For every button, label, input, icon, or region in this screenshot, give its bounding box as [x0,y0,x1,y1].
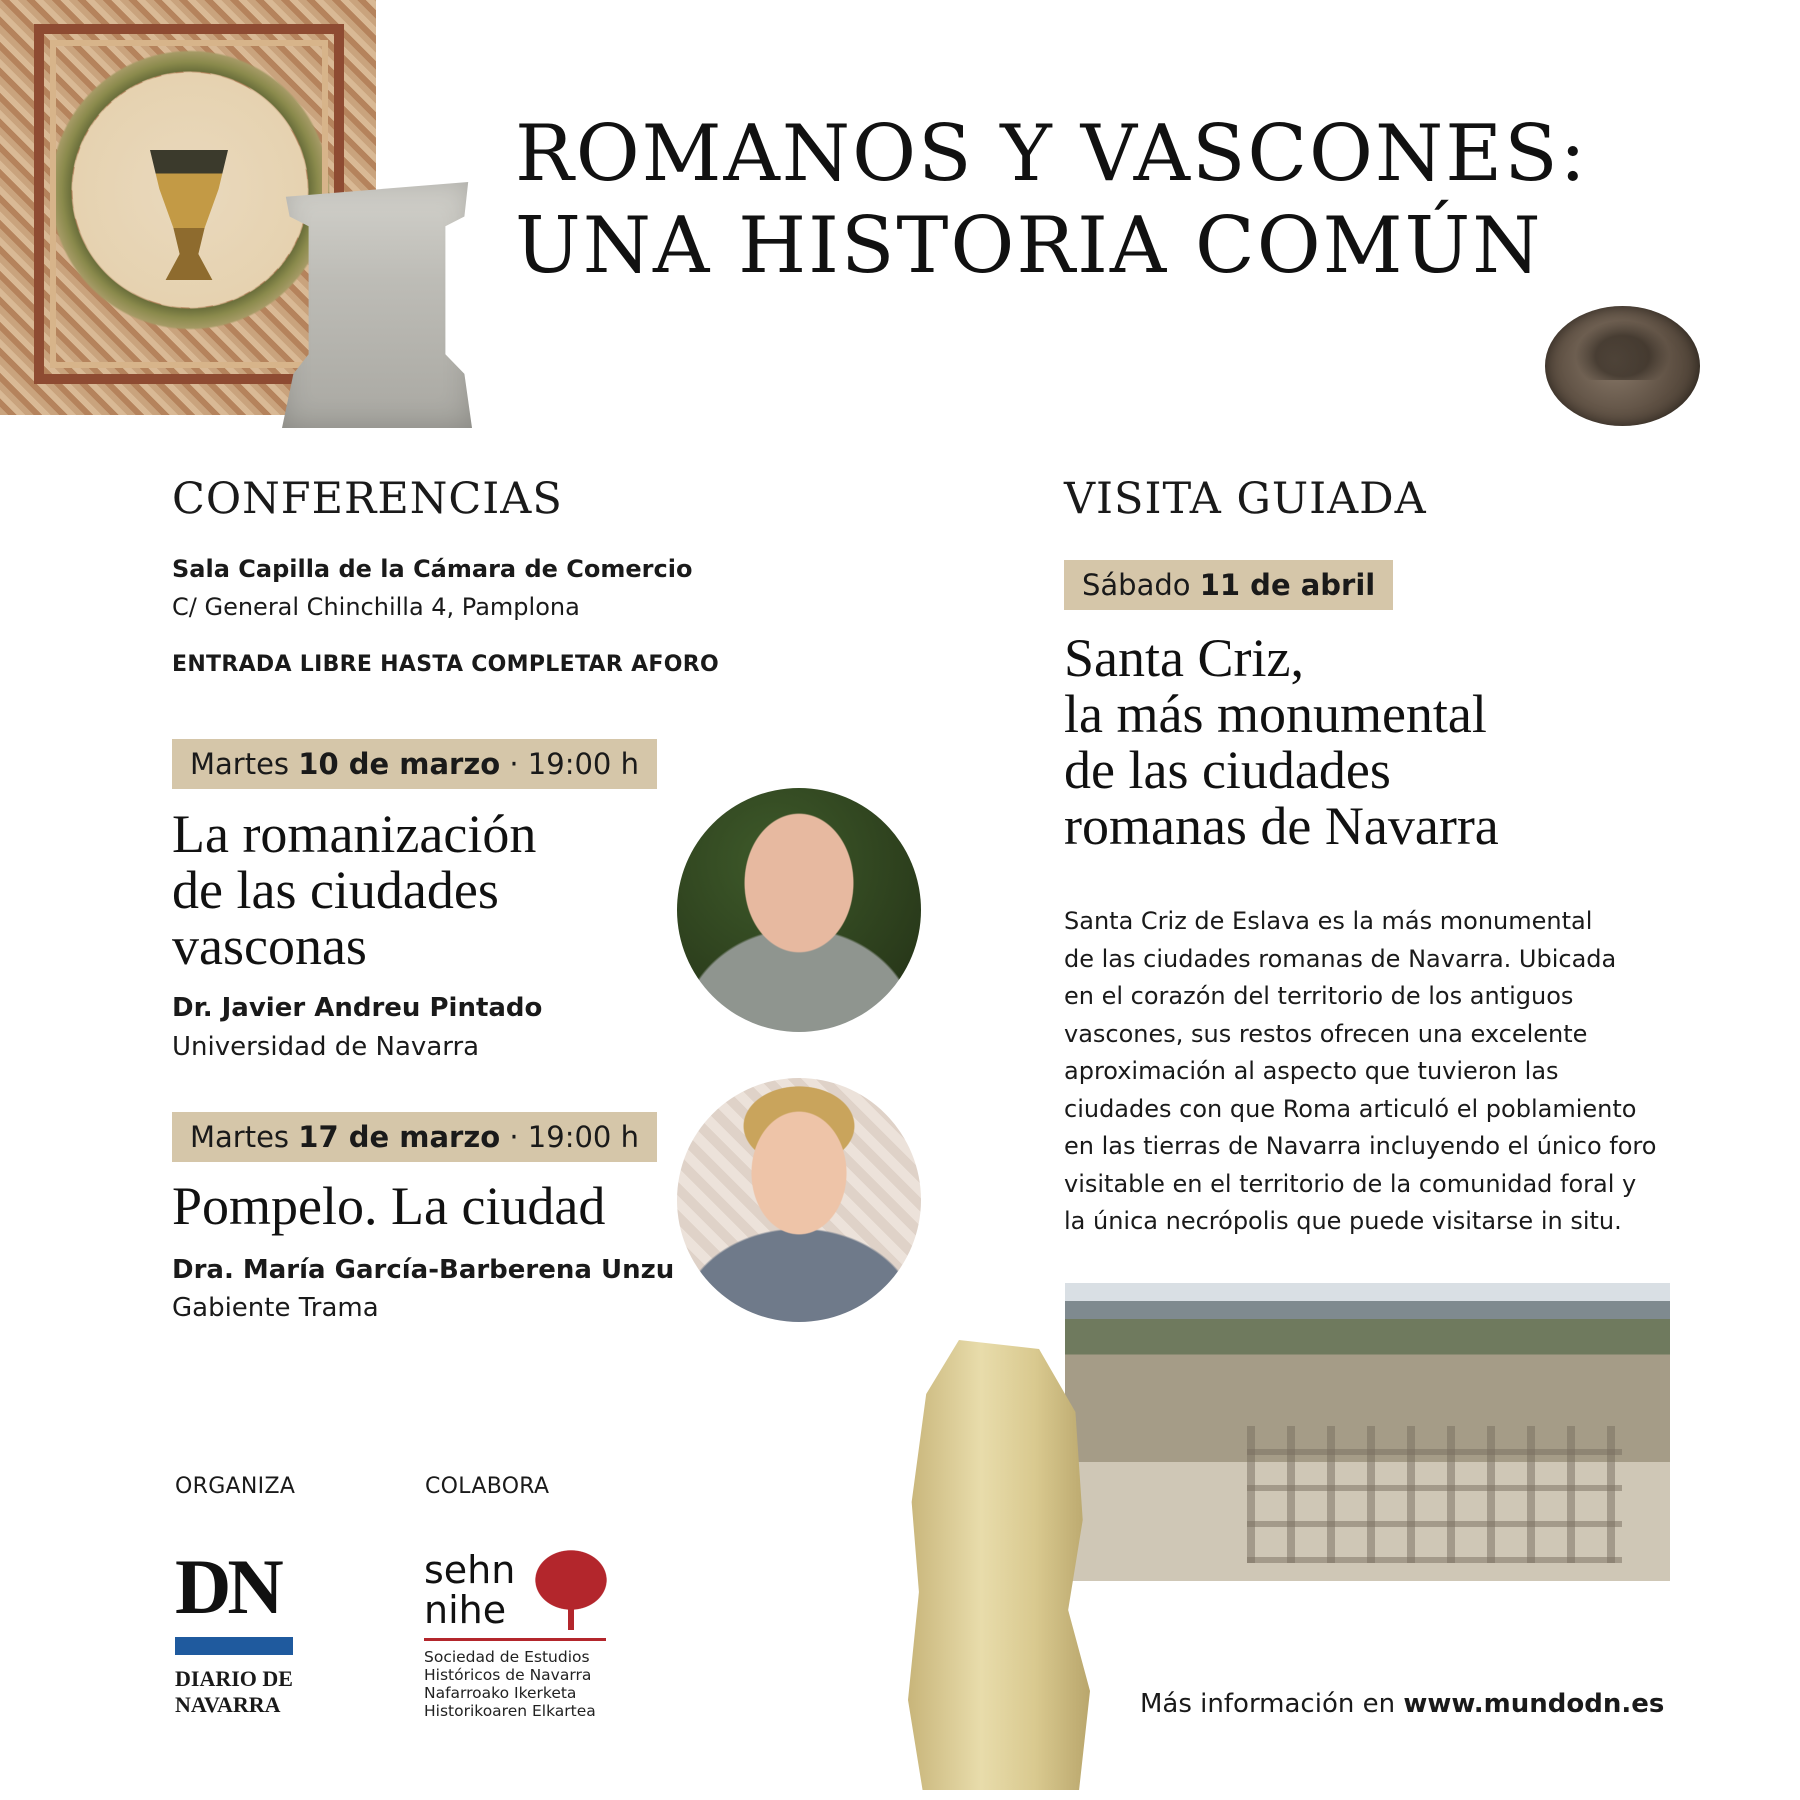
talk-2-day: Martes [190,1120,290,1154]
sehn-society-name [424,1648,596,1720]
talk-2-title [172,1178,605,1234]
diario-de-navarra-name [175,1666,293,1718]
more-info [1140,1689,1664,1719]
dn-logo-bar [175,1637,293,1655]
stone-altar-image [282,182,472,428]
sehn-desc-line: Nafarroako Ikerketa [424,1684,577,1702]
venue-name: Sala Capilla de la Cámara de Comercio [172,555,693,583]
more-info-prefix: Más información en [1140,1689,1396,1719]
visit-date-tag [1064,560,1393,610]
archaeological-site-photo [1065,1283,1670,1581]
title-line-1: ROMANOS Y VASCONES: [515,109,1588,199]
visit-title [1064,630,1499,854]
entry-notice: ENTRADA LIBRE HASTA COMPLETAR AFORO [172,652,719,677]
description-line: Santa Criz de Eslava es la más monumental [1064,907,1593,935]
description-line: vascones, sus restos ofrecen una excelente [1064,1019,1588,1048]
talk-2-time: · 19:00 h [509,1120,639,1154]
description-line: aproximación al aspecto que tuvieron las [1064,1057,1559,1085]
poster-title [515,108,1588,292]
speaker-2-portrait [677,1078,921,1322]
description-line: en el corazón del territorio de los antiguos [1064,982,1574,1010]
visita-heading: VISITA GUIADA [1064,474,1427,524]
sehn-word-line: sehn [424,1548,516,1592]
sehn-desc-line: Históricos de Navarra [424,1666,592,1684]
visit-day: Sábado [1082,568,1191,602]
description-line: de las ciudades romanas de Navarra. Ubicada [1064,944,1617,973]
description-line: en las tierras de Navarra incluyendo el único foro [1064,1132,1657,1160]
visit-description [1064,903,1656,1241]
talk-1-time: · 19:00 h [509,747,639,781]
description-line: visitable en el territorio de la comunidad foral y [1064,1169,1637,1198]
talk-2-date: 17 de marzo [298,1120,501,1154]
visit-title-line: la más monumental [1064,684,1487,744]
sehn-logo-rule [424,1638,606,1641]
talk-1-day: Martes [190,747,290,781]
description-line: la única necrópolis que puede visitarse in situ. [1064,1207,1622,1235]
dn-name-line: DIARIO DE [175,1666,293,1691]
conferencias-heading: CONFERENCIAS [172,474,563,524]
talk-2-date-tag [172,1112,657,1162]
tree-icon [535,1550,607,1630]
talk-1-title [172,806,536,974]
talk-2-title-line: Pompelo. La ciudad [172,1176,606,1236]
diario-de-navarra-logo: DN [175,1543,280,1630]
dn-name-line: NAVARRA [175,1692,281,1717]
visit-title-line: de las ciudades [1064,740,1391,800]
talk-1-title-line: de las ciudades [172,860,499,920]
organiza-label: ORGANIZA [175,1474,296,1499]
talk-1-speaker: Dr. Javier Andreu Pintado [172,993,543,1023]
speaker-1-portrait [677,788,921,1032]
more-info-link[interactable]: www.mundodn.es [1403,1689,1665,1719]
talk-1-date-tag [172,739,657,789]
roman-statue-image [908,1340,1090,1790]
talk-1-title-line: La romanización [172,804,537,864]
venue-address: C/ General Chinchilla 4, Pamplona [172,593,580,621]
sehn-nihe-logo-text [424,1550,515,1630]
visit-title-line: Santa Criz, [1064,628,1304,688]
visit-date: 11 de abril [1199,568,1376,602]
talk-2-speaker: Dra. María García-Barberena Unzu [172,1255,675,1285]
talk-1-affiliation: Universidad de Navarra [172,1032,480,1062]
sehn-desc-line: Historikoaren Elkartea [424,1702,596,1720]
coin-rider-motif [1575,320,1670,380]
description-line: ciudades con que Roma articuló el poblamiento [1064,1094,1637,1123]
sehn-word-line: nihe [424,1588,507,1632]
talk-2-affiliation: Gabiente Trama [172,1293,379,1323]
visit-title-line: romanas de Navarra [1064,796,1499,856]
talk-1-title-line: vasconas [172,916,367,976]
sehn-desc-line: Sociedad de Estudios [424,1648,590,1666]
talk-1-date: 10 de marzo [298,747,501,781]
title-line-2: UNA HISTORIA COMÚN [515,201,1543,291]
colabora-label: COLABORA [425,1474,550,1499]
